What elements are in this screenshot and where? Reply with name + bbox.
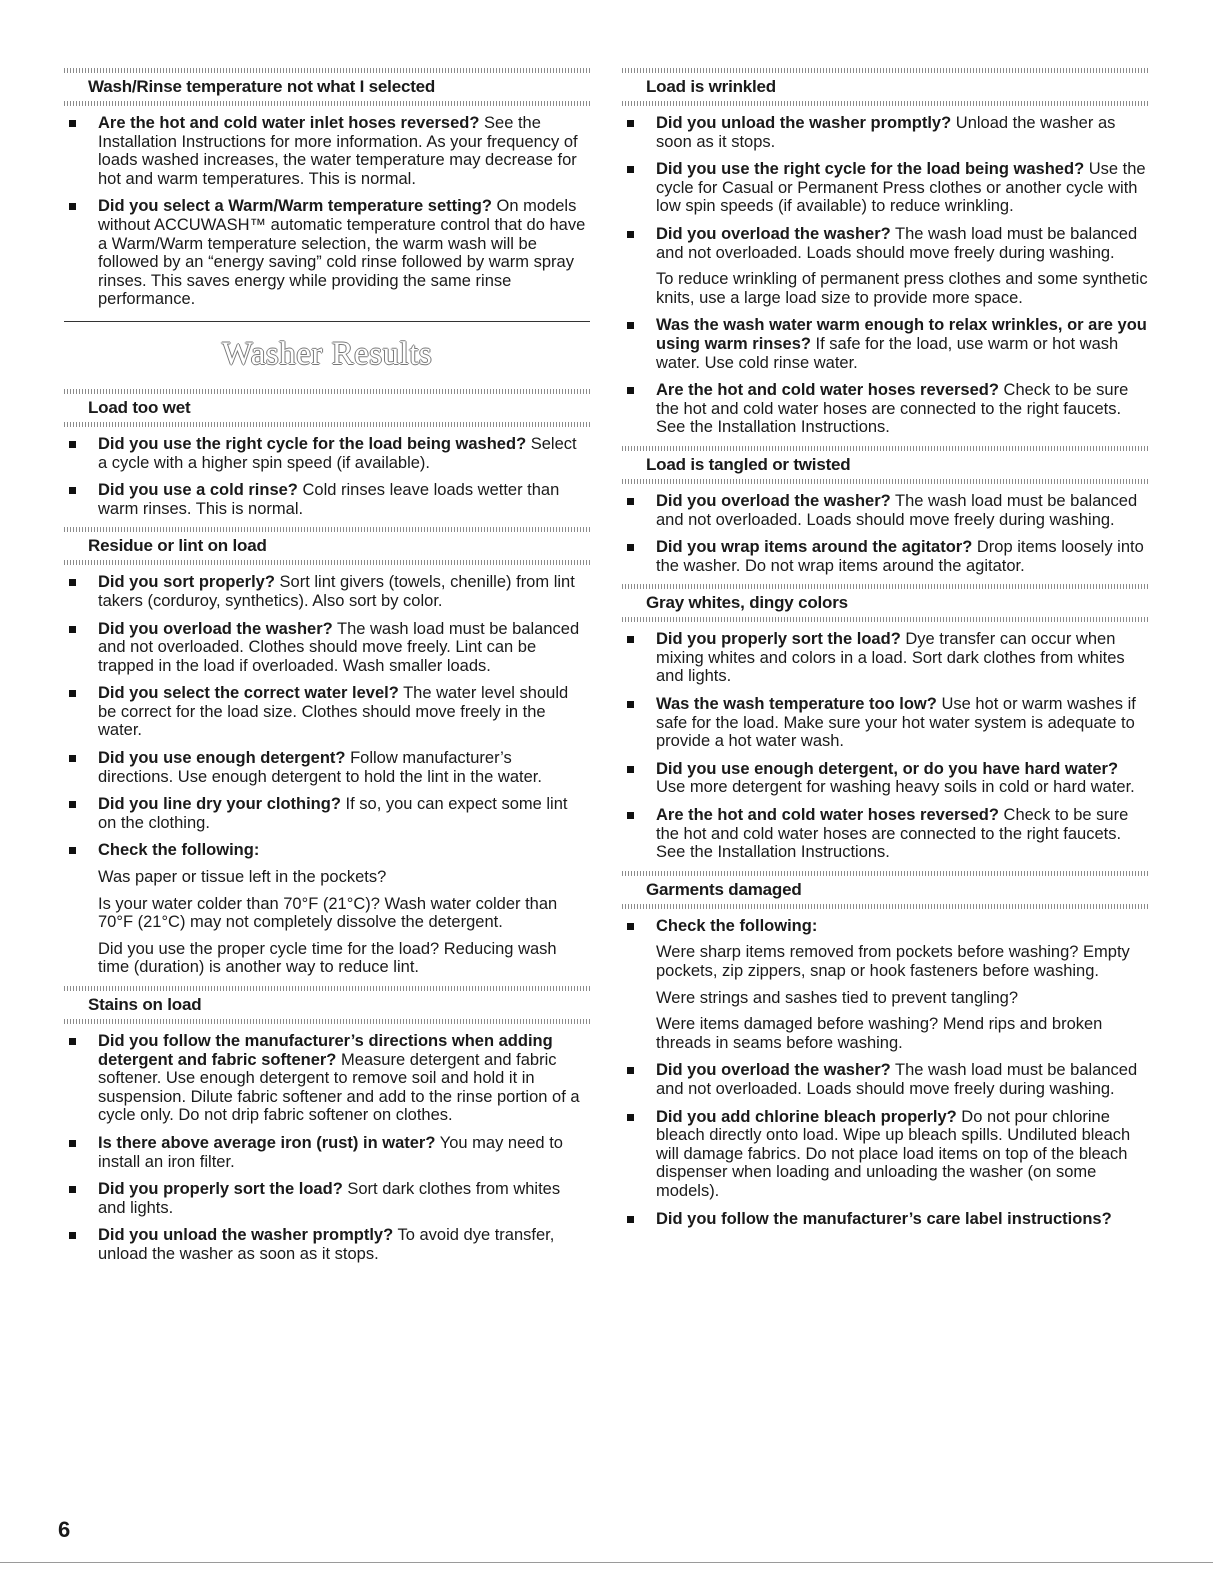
answer: The wash load must be balanced and not overloaded. Loads should move freely during washing.	[656, 224, 1138, 262]
answer: If so, you can expect some lint on the clothing.	[98, 795, 568, 832]
answer: Check to be sure the hot and cold water hoses are connected to the right faucets. See the Installation Instructions.	[656, 806, 1129, 862]
list-item	[622, 1108, 1150, 1201]
question: Did you overload the washer?	[656, 491, 891, 510]
answer: Use hot or warm washes if safe for the load. Make sure your hot water system is adequate to provide a hot water wash.	[656, 695, 1136, 751]
question: Did you use a cold rinse?	[98, 481, 298, 500]
answer: Check to be sure the hot and cold water hoses are connected to the right faucets. See the Installation Instructions.	[656, 381, 1129, 437]
list-item	[64, 435, 590, 472]
list-item	[64, 481, 590, 518]
sub-paragraph: To reduce wrinkling of permanent press clothes and some synthetic knits, use a large load size to provide more space.	[656, 270, 1148, 307]
answer: The water level should be correct for the load size. Clothes should move freely in the water.	[98, 684, 569, 740]
question: Did you use enough detergent?	[98, 749, 346, 768]
list-item	[64, 795, 590, 832]
section-heading: Stains on load	[64, 986, 590, 1024]
answer: The wash load must be balanced and not overloaded. Clothes should move freely. Lint can be trapped in the load if overloaded. Wash smaller loads.	[98, 619, 580, 675]
list-item	[622, 1061, 1150, 1098]
section-heading: Residue or lint on load	[64, 527, 590, 565]
list-item	[622, 695, 1150, 751]
list-item	[622, 1210, 1150, 1229]
question: Did you properly sort the load?	[656, 630, 901, 649]
answer: Use more detergent for washing heavy soils in cold or hard water.	[656, 778, 1135, 797]
sub-paragraph: Were strings and sashes tied to prevent tangling?	[656, 988, 1018, 1007]
question: Was the wash temperature too low?	[656, 695, 937, 714]
section-heading: Load is wrinkled	[622, 68, 1150, 106]
question: Did you use enough detergent, or do you have hard water?	[656, 759, 1119, 778]
question: Did you follow the manufacturer’s care label instructions?	[656, 1209, 1112, 1228]
answer: The wash load must be balanced and not overloaded. Loads should move freely during washing.	[656, 491, 1138, 529]
item-list	[64, 435, 590, 518]
list-item	[64, 114, 590, 188]
answer: You may need to install an iron filter.	[98, 1133, 563, 1171]
sub-paragraph: Were sharp items removed from pockets before washing? Empty pockets, zip zippers, snap or hook fasteners before washing.	[656, 943, 1130, 980]
answer: Do not pour chlorine bleach directly onto load. Wipe up bleach spills. Undiluted bleach will damage fabrics. Do not place load items on top of the bleach dispenser when loading and unloading the washer (on some models).	[656, 1107, 1131, 1200]
list-item	[64, 1032, 590, 1125]
question: Are the hot and cold water inlet hoses reversed?	[98, 114, 480, 132]
list-item	[622, 630, 1150, 686]
question: Did you wrap items around the agitator?	[656, 538, 973, 557]
answer: Unload the washer as soon as it stops.	[656, 114, 1116, 151]
list-item	[64, 1180, 590, 1217]
answer: Measure detergent and fabric softener. Use enough detergent to remove soil and hold it in suspension. Dilute fabric softener and add to the rinse portion of a cycle only. Do not drip fabric softener on clothes.	[98, 1050, 580, 1125]
question: Did you sort properly?	[98, 573, 275, 592]
list-item	[64, 620, 590, 676]
list-item	[64, 749, 590, 786]
list-item	[64, 1226, 590, 1263]
item-list	[622, 917, 1150, 1228]
answer: Sort dark clothes from whites and lights.	[98, 1180, 561, 1217]
item-list	[622, 114, 1150, 437]
item-list	[64, 1032, 590, 1264]
sub-paragraph: Did you use the proper cycle time for the load? Reducing wash time (duration) is another way to reduce lint.	[98, 939, 557, 977]
question: Did you overload the washer?	[656, 1061, 891, 1080]
question: Did you properly sort the load?	[98, 1180, 343, 1199]
question: Did you use the right cycle for the load being washed?	[656, 160, 1085, 179]
question: Check the following:	[98, 841, 260, 860]
section-heading: Load is tangled or twisted	[622, 446, 1150, 484]
answer: See the Installation Instructions for more information. As your frequency of loads washed increases, the water temperature may decrease for hot and warm temperatures. This is normal.	[98, 114, 578, 188]
question: Are the hot and cold water hoses reversed?	[656, 381, 999, 400]
list-item	[622, 917, 1150, 1053]
item-list	[64, 114, 590, 309]
question: Did you overload the washer?	[656, 224, 891, 243]
answer: Sort lint givers (towels, chenille) from lint takers (corduroy, synthetics). Also sort by color.	[98, 573, 575, 610]
answer: Follow manufacturer’s directions. Use enough detergent to hold the lint in the water.	[98, 749, 542, 786]
answer: On models without ACCUWASH™ automatic temperature control that do have a Warm/Warm temperature selection, the warm wash will be followed by an “energy saving” cold rinse followed by warm spray rinses. This saves energy while providing the same rinse performance.	[98, 197, 586, 309]
section-heading: Wash/Rinse temperature not what I selected	[64, 68, 590, 106]
question: Is there above average iron (rust) in water?	[98, 1133, 436, 1152]
answer: Use the cycle for Casual or Permanent Press clothes or another cycle with low spin speeds (if available) to reduce wrinkling.	[656, 160, 1146, 216]
item-list	[64, 573, 590, 977]
list-item	[622, 538, 1150, 575]
page-number: 6	[58, 1517, 71, 1542]
list-item	[622, 225, 1150, 307]
list-item	[64, 197, 590, 309]
question: Are the hot and cold water hoses reversed?	[656, 806, 999, 825]
question: Did you follow the manufacturer’s directions when adding detergent and fabric softener?	[98, 1032, 553, 1069]
list-item	[64, 1134, 590, 1171]
question: Did you unload the washer promptly?	[98, 1226, 394, 1245]
answer: Cold rinses leave loads wetter than warm rinses. This is normal.	[98, 481, 560, 518]
sub-paragraph: Were items damaged before washing? Mend rips and broken threads in seams before washing.	[656, 1015, 1103, 1052]
question: Check the following:	[656, 916, 818, 935]
left-column	[64, 68, 590, 1273]
question: Was the wash water warm enough to relax wrinkles, or are you using warm rinses?	[656, 316, 1147, 353]
item-list	[622, 492, 1150, 575]
sub-paragraph: Was paper or tissue left in the pockets?	[98, 868, 387, 887]
answer: Dye transfer can occur when mixing whites and colors in a load. Sort dark clothes from whites and lights.	[656, 630, 1125, 686]
list-item	[622, 381, 1150, 437]
answer: The wash load must be balanced and not overloaded. Loads should move freely during washing.	[656, 1061, 1138, 1098]
answer: To avoid dye transfer, unload the washer as soon as it stops.	[98, 1226, 555, 1263]
answer: Drop items loosely into the washer. Do not wrap items around the agitator.	[656, 538, 1144, 575]
list-item	[64, 684, 590, 740]
bottom-rule	[0, 1562, 1213, 1563]
right-column	[622, 68, 1150, 1237]
sub-paragraph: Is your water colder than 70°F (21°C)? Wash water colder than 70°F (21°C) may not completely dissolve the detergent.	[98, 894, 558, 932]
question: Did you use the right cycle for the load being washed?	[98, 434, 527, 453]
section-heading: Gray whites, dingy colors	[622, 584, 1150, 622]
question: Did you select a Warm/Warm temperature setting?	[98, 197, 492, 216]
question: Did you add chlorine bleach properly?	[656, 1107, 957, 1126]
section-heading: Load too wet	[64, 389, 590, 427]
list-item	[622, 316, 1150, 372]
question: Did you line dry your clothing?	[98, 795, 341, 814]
list-item	[64, 841, 590, 977]
list-item	[622, 114, 1150, 151]
answer: If safe for the load, use warm or hot wash water. Use cold rinse water.	[656, 334, 1119, 372]
list-item	[622, 492, 1150, 529]
list-item	[622, 760, 1150, 797]
item-list	[622, 630, 1150, 862]
question: Did you select the correct water level?	[98, 684, 399, 703]
question: Did you unload the washer promptly?	[656, 114, 952, 132]
section-title: Washer Results	[64, 321, 590, 373]
question: Did you overload the washer?	[98, 619, 333, 638]
section-heading: Garments damaged	[622, 871, 1150, 909]
list-item	[622, 160, 1150, 216]
answer: Select a cycle with a higher spin speed (if available).	[98, 434, 577, 472]
list-item	[64, 573, 590, 610]
list-item	[622, 806, 1150, 862]
